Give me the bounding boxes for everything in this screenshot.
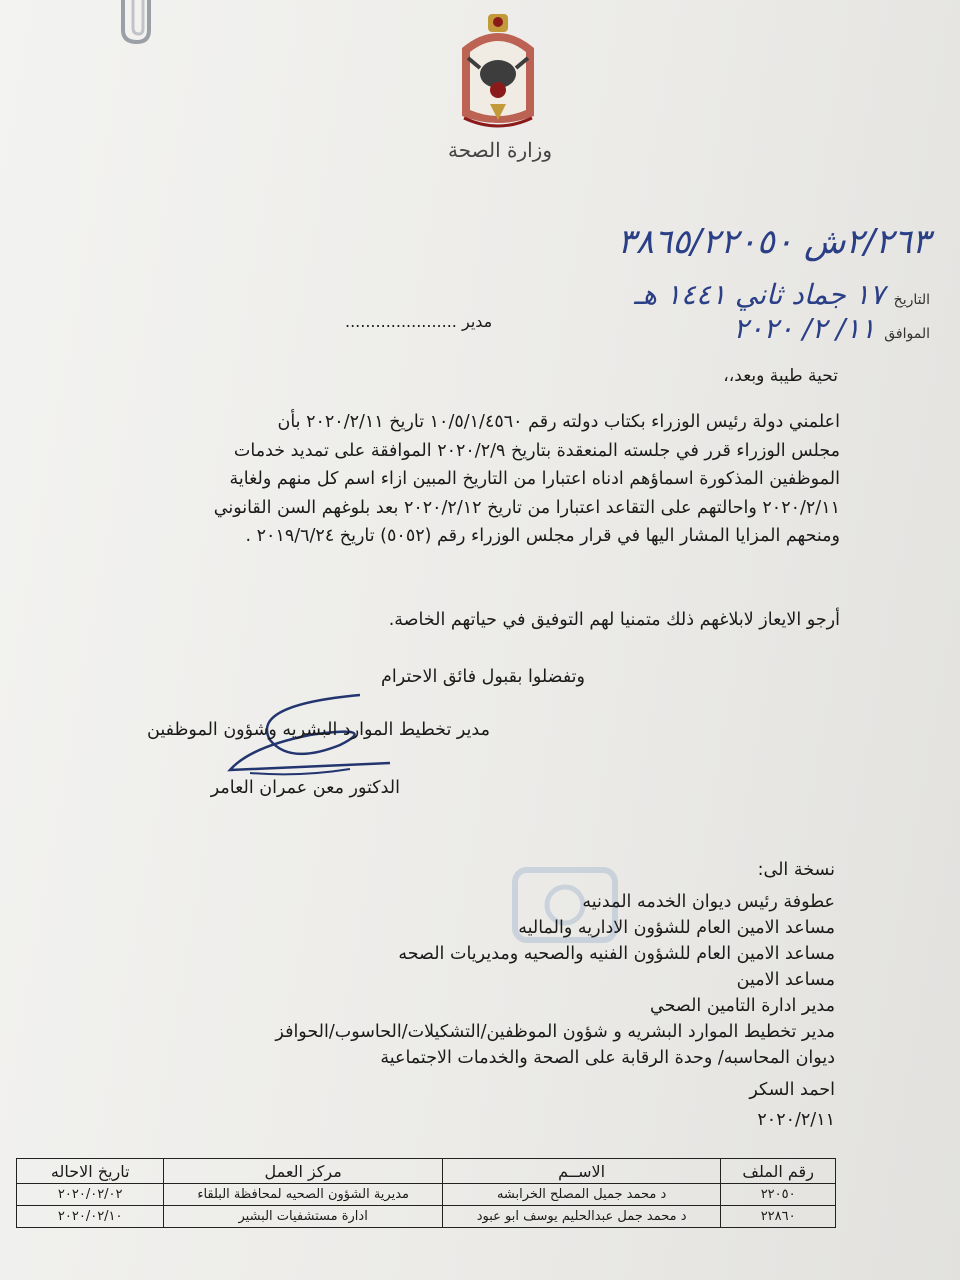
body-line: ومنحهم المزايا المشار اليها في قرار مجلس الوزراء رقم (٥٠٥٢) تاريخ ٢٠١٩/٦/٢٤ . [245,526,840,546]
typing-date: ٢٠٢٠/٢/١١ [757,1110,835,1130]
body-line: الموظفين المذكورة اسماؤهم ادناه اعتبارا من التاريخ المبين ازاء اسم كل منهم ولغاية [229,469,840,489]
closing-line: وتفضلوا بقبول فائق الاحترام [381,667,585,687]
name-cell: د محمد جميل المصلح الخرابشه [442,1184,720,1206]
column-header-workplace: مركز العمل [164,1159,442,1184]
file-number-cell: ٢٢٠٥٠ [721,1184,836,1206]
wish-line: أرجو الايعاز لابلاغهم ذلك متمنيا لهم التوفيق في حياتهم الخاصة. [388,610,840,630]
copy-recipient: عطوفة رئيس ديوان الخدمه المدنيه [582,892,835,912]
gregorian-date-line [733,312,930,345]
copy-recipient: مساعد الامين [736,970,835,990]
signatory-title: مدير تخطيط الموارد البشريه وشؤون الموظفين [147,720,490,740]
column-header-file-number: رقم الملف [721,1159,836,1184]
paperclip-icon [115,0,170,45]
workplace-cell: مديرية الشؤون الصحيه لمحافظة البلقاء [164,1184,442,1206]
body-line: ٢٠٢٠/٢/١١ واحالتهم على التقاعد اعتبارا من تاريخ ٢٠٢٠/٢/١٢ بعد بلوغهم السن القانوني [213,497,840,518]
name-cell: د محمد جمل عبدالحليم يوسف ابو عبود [442,1206,720,1228]
table-row [17,1206,836,1228]
addressee-dots: ...................... [345,312,457,331]
referral-date-cell: ٢٠٢٠/٠٢/١٠ [17,1206,164,1228]
body-line: اعلمني دولة رئيس الوزراء بكتاب دولته رقم ١٠/٥/١/٤٥٦٠ تاريخ ٢٠٢٠/٢/١١ بأن [277,412,840,432]
copy-recipient: مساعد الامين العام للشؤون الاداريه والماليه [518,918,835,938]
gregorian-date-label: الموافق [884,326,930,342]
body-line: مجلس الوزراء قرر في جلسته المنعقدة بتاريخ ٢٠٢٠/٢/٩ الموافقة على تمديد خدمات [233,440,840,461]
file-number-cell: ٢٢٨٦٠ [721,1206,836,1228]
hijri-date: ١٧ جماد ثاني ١٤٤١ هـ [633,278,885,311]
gregorian-date: ١١/ ٢/ ٢٠٢٠ [733,312,876,345]
copies-heading: نسخة الى: [757,860,835,880]
column-header-name: الاســم [442,1159,720,1184]
table-row [17,1184,836,1206]
signatory-name: الدكتور معن عمران العامر [210,778,400,798]
copy-recipient: مدير تخطيط الموارد البشريه و شؤون الموظفين/التشكيلات/الحاسوب/الحوافز [275,1022,835,1042]
referral-date-cell: ٢٠٢٠/٠٢/٠٢ [17,1184,164,1206]
letter-body [120,408,840,551]
addressee-line [345,312,492,331]
copy-recipient: مساعد الامين العام للشؤون الفنيه والصحيه ومديريات الصحه [398,944,835,964]
workplace-cell: ادارة مستشفيات البشير [164,1206,442,1228]
column-header-referral-date: تاريخ الاحاله [17,1159,164,1184]
table-header-row [17,1159,836,1184]
copy-recipient: ديوان المحاسبه/ وحدة الرقابة على الصحة والخدمات الاجتماعية [380,1048,835,1068]
ministry-name: وزارة الصحة [448,138,552,162]
employees-table [16,1158,836,1228]
hijri-date-line [634,278,930,311]
salutation: تحية طيبة وبعد،، [723,366,838,386]
typist-name: احمد السكر [749,1080,835,1100]
addressee-label: مدير [461,312,493,331]
hijri-date-label: التاريخ [893,292,930,308]
copy-recipient: مدير ادارة التامين الصحي [650,996,835,1016]
coat-of-arms-emblem [450,8,546,136]
reference-number: ٢/٢٦٣ش ٣٨٦٥/٢٢٠٥٠ [617,222,930,262]
